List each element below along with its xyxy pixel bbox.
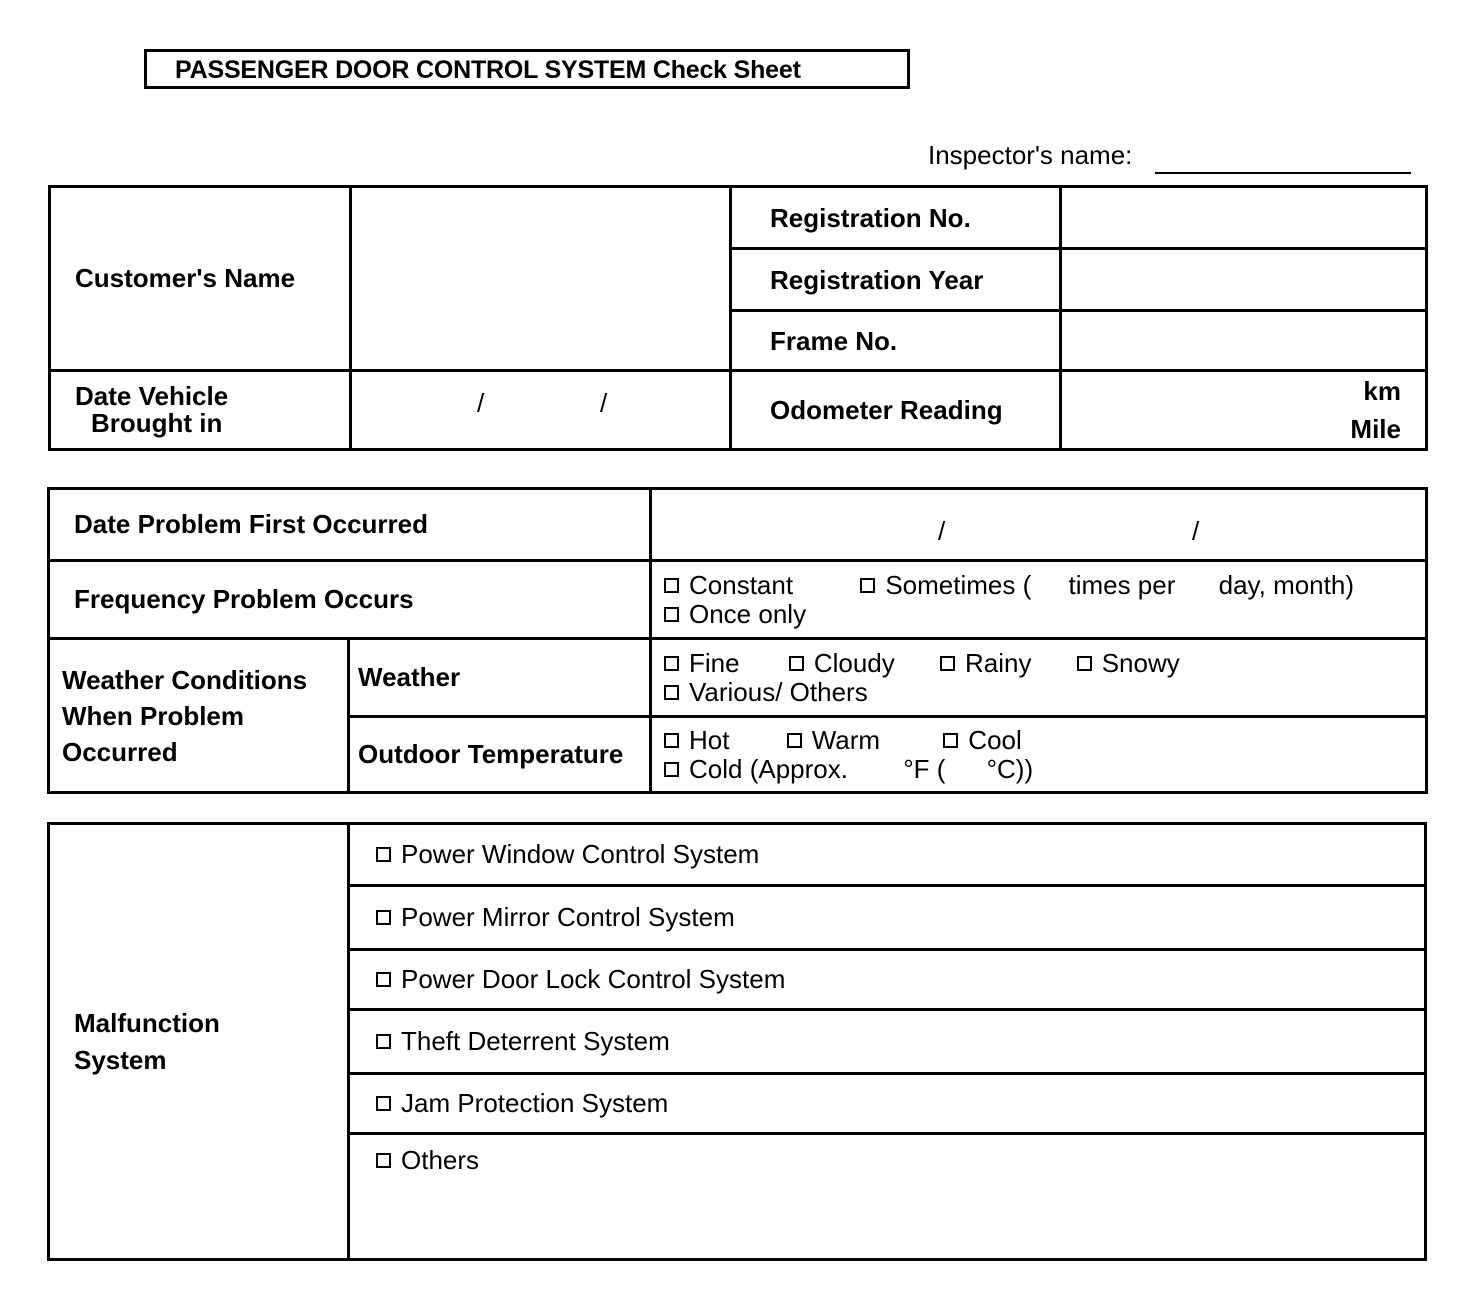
system-label: Others (401, 1145, 480, 1175)
system-power-mirror[interactable] (349, 886, 1426, 950)
checkbox-icon (376, 972, 391, 987)
option-warm[interactable] (787, 725, 880, 755)
frame-no-field[interactable] (1061, 311, 1427, 371)
option-once-only[interactable] (664, 599, 806, 629)
checkbox-icon (789, 656, 804, 671)
vehicle-info-table (48, 185, 1428, 451)
malfunction-table (47, 822, 1427, 1261)
system-power-door-lock[interactable] (349, 950, 1426, 1010)
option-label: Fine (689, 647, 740, 678)
times-per-text: times per (1068, 569, 1176, 600)
checkbox-icon (664, 685, 679, 700)
registration-year-field[interactable] (1061, 249, 1427, 311)
system-label: Power Window Control System (401, 839, 760, 869)
customer-name-field[interactable] (351, 187, 731, 371)
option-rainy[interactable] (940, 648, 1031, 678)
option-label: Rainy (964, 647, 1032, 678)
date-separator: / (600, 388, 608, 418)
inspector-name-field[interactable] (1155, 172, 1411, 174)
option-various-others[interactable] (664, 677, 868, 707)
checkbox-icon (787, 733, 802, 748)
malfunction-system-label (49, 824, 349, 1260)
checkbox-icon (376, 847, 391, 862)
checkbox-icon (664, 578, 679, 593)
day-month-text: day, month) (1218, 569, 1354, 600)
checkbox-icon (860, 578, 875, 593)
system-label: Theft Deterrent System (401, 1026, 670, 1056)
checkbox-icon (376, 910, 391, 925)
option-label: Cold (Approx. (689, 753, 848, 784)
system-jam-protection[interactable] (349, 1074, 1426, 1134)
checkbox-icon (376, 1034, 391, 1049)
option-label: Warm (811, 724, 881, 755)
frame-no-label: Frame No. (731, 311, 1061, 371)
option-label: Once only (689, 598, 807, 629)
malfunction-label-line2: System (74, 1044, 167, 1075)
cold-celsius-text: °C)) (986, 753, 1034, 784)
problem-info-table (47, 487, 1428, 794)
registration-no-label: Registration No. (731, 187, 1061, 249)
malfunction-label-line1: Malfunction (74, 1007, 220, 1038)
checkbox-icon (943, 733, 958, 748)
date-vehicle-label-line2: Brought in (91, 408, 223, 438)
checkbox-icon (664, 733, 679, 748)
date-first-occurred-field[interactable] (651, 489, 1427, 561)
odometer-field[interactable] (1061, 371, 1427, 450)
unit-km: km (1363, 376, 1401, 406)
date-vehicle-brought-field[interactable] (351, 371, 731, 450)
option-cool[interactable] (943, 725, 1021, 755)
date-vehicle-brought-label (50, 371, 351, 450)
weather-conditions-line2: When Problem (62, 700, 245, 731)
odometer-label: Odometer Reading (731, 371, 1061, 450)
option-cold[interactable] (664, 754, 848, 784)
system-theft-deterrent[interactable] (349, 1010, 1426, 1074)
option-label: Cool (968, 724, 1022, 755)
frequency-label: Frequency Problem Occurs (49, 561, 651, 639)
system-label: Jam Protection System (401, 1088, 669, 1118)
registration-no-field[interactable] (1061, 187, 1427, 249)
option-hot[interactable] (664, 725, 729, 755)
date-vehicle-label-line1: Date Vehicle (75, 381, 229, 411)
outdoor-temperature-label: Outdoor Temperature (349, 717, 651, 793)
date-separator: / (477, 388, 485, 418)
system-label: Power Mirror Control System (401, 902, 735, 932)
option-fine[interactable] (664, 648, 740, 678)
option-label: Hot (689, 724, 730, 755)
checkbox-icon (1077, 656, 1092, 671)
checkbox-icon (940, 656, 955, 671)
checkbox-icon (664, 607, 679, 622)
unit-mile: Mile (1350, 414, 1401, 444)
option-label: Cloudy (813, 647, 895, 678)
weather-conditions-label (49, 639, 349, 793)
option-sometimes[interactable] (860, 570, 1031, 600)
option-label: Sometimes ( (885, 569, 1032, 600)
checkbox-icon (664, 762, 679, 777)
weather-conditions-line3: Occurred (62, 736, 178, 767)
option-label: Snowy (1101, 647, 1180, 678)
date-separator: / (1192, 516, 1200, 546)
sheet-title: PASSENGER DOOR CONTROL SYSTEM Check Sheet (144, 49, 910, 89)
checkbox-icon (376, 1096, 391, 1111)
weather-conditions-line1: Weather Conditions (62, 664, 308, 695)
date-first-occurred-label: Date Problem First Occurred (49, 489, 651, 561)
option-label: Constant (689, 569, 794, 600)
option-label: Various/ Others (689, 676, 868, 707)
inspector-label: Inspector's name: (928, 140, 1133, 170)
cold-fahrenheit-text: °F ( (903, 753, 946, 784)
checkbox-icon (664, 656, 679, 671)
date-separator: / (938, 516, 946, 546)
weather-label: Weather (349, 639, 651, 717)
temperature-options (651, 717, 1427, 793)
option-snowy[interactable] (1077, 648, 1180, 678)
system-power-window[interactable] (349, 824, 1426, 886)
customer-name-label: Customer's Name (50, 187, 351, 371)
registration-year-label: Registration Year (731, 249, 1061, 311)
system-label: Power Door Lock Control System (401, 964, 786, 994)
frequency-options (651, 561, 1427, 639)
system-others[interactable] (349, 1134, 1426, 1260)
checkbox-icon (376, 1153, 391, 1168)
option-constant[interactable] (664, 570, 793, 600)
option-cloudy[interactable] (789, 648, 895, 678)
weather-options (651, 639, 1427, 717)
